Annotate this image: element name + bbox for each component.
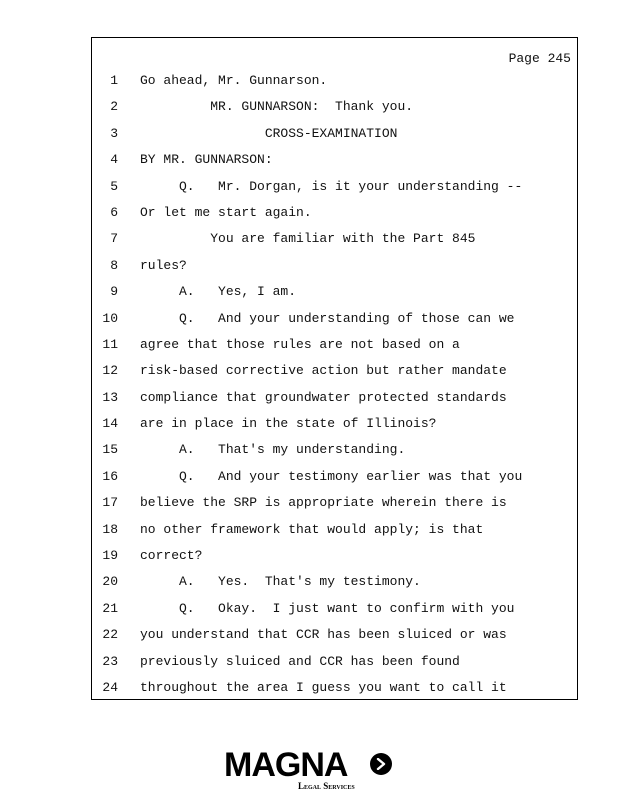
transcript-line: [92, 332, 577, 358]
line-number: 15: [102, 442, 118, 458]
page-number: Page 245: [508, 51, 571, 66]
line-text: are in place in the state of Illinois?: [140, 416, 437, 432]
line-number: 12: [102, 363, 118, 379]
line-number: 19: [102, 548, 118, 564]
line-text: Q. Okay. I just want to confirm with you: [140, 600, 515, 616]
transcript-line: [92, 94, 577, 120]
line-number: 2: [110, 99, 118, 115]
line-text: A. Yes, I am.: [140, 284, 297, 300]
transcript-line: [92, 147, 577, 173]
line-number: 21: [102, 600, 118, 616]
line-text: Q. And your testimony earlier was that you: [140, 468, 523, 484]
transcript-line: [92, 411, 577, 437]
line-text: Q. And your understanding of those can we: [140, 310, 515, 326]
line-number: 8: [110, 257, 118, 273]
line-text: throughout the area I guess you want to call it: [140, 679, 507, 695]
line-text: previously sluiced and CCR has been found: [140, 653, 460, 669]
transcript-line: [92, 464, 577, 490]
line-text: Or let me start again.: [140, 204, 312, 220]
line-text: A. Yes. That's my testimony.: [140, 574, 421, 590]
transcript-line: [92, 279, 577, 305]
line-text: correct?: [140, 548, 203, 564]
line-number: 16: [102, 468, 118, 484]
transcript-line: [92, 437, 577, 463]
transcript-lines: [92, 68, 577, 701]
transcript-line: [92, 649, 577, 675]
transcript-line: [92, 517, 577, 543]
transcript-line: [92, 543, 577, 569]
transcript-line: [92, 490, 577, 516]
line-text: risk-based corrective action but rather mandate: [140, 363, 507, 379]
line-text: You are familiar with the Part 845: [140, 231, 476, 247]
transcript-line: [92, 596, 577, 622]
line-number: 6: [110, 204, 118, 220]
line-text: agree that those rules are not based on a: [140, 336, 460, 352]
transcript-line: [92, 385, 577, 411]
transcript-line: [92, 569, 577, 595]
line-number: 3: [110, 125, 118, 141]
transcript-line: [92, 622, 577, 648]
line-number: 20: [102, 574, 118, 590]
transcript-line: [92, 226, 577, 252]
line-text: CROSS-EXAMINATION: [140, 125, 398, 141]
transcript-line: [92, 200, 577, 226]
line-number: 14: [102, 416, 118, 432]
line-text: no other framework that would apply; is that: [140, 521, 484, 537]
logo-wordmark: MAGNA: [224, 746, 348, 784]
line-text: Go ahead, Mr. Gunnarson.: [140, 73, 328, 88]
line-number: 11: [102, 336, 118, 352]
line-text: rules?: [140, 257, 187, 273]
line-text: you understand that CCR has been sluiced or was: [140, 627, 507, 643]
line-text: compliance that groundwater protected standards: [140, 389, 507, 405]
line-number: 22: [102, 627, 118, 643]
line-number: 23: [102, 653, 118, 669]
line-number: 7: [110, 231, 118, 247]
line-number: 24: [102, 679, 118, 695]
transcript-line: [92, 253, 577, 279]
logo-subtitle: Legal Services: [298, 781, 355, 791]
line-number: 10: [102, 310, 118, 326]
transcript-line: [92, 358, 577, 384]
transcript-line: [92, 675, 577, 701]
magna-logo: [224, 747, 394, 793]
arrow-right-circle-icon: [370, 753, 392, 775]
line-text: believe the SRP is appropriate wherein there is: [140, 495, 507, 511]
line-number: 18: [102, 521, 118, 537]
line-text: A. That's my understanding.: [140, 442, 406, 458]
line-number: 4: [110, 152, 118, 168]
line-text: MR. GUNNARSON: Thank you.: [140, 99, 414, 115]
transcript-line: [92, 306, 577, 332]
line-number: 5: [110, 178, 118, 194]
line-number: 1: [110, 73, 118, 88]
transcript-line: [92, 174, 577, 200]
line-text: Q. Mr. Dorgan, is it your understanding --: [140, 178, 523, 194]
line-number: 9: [110, 284, 118, 300]
transcript-line: [92, 68, 577, 94]
line-text: BY MR. GUNNARSON:: [140, 152, 273, 168]
transcript-frame: [91, 37, 578, 700]
transcript-line: [92, 121, 577, 147]
line-number: 13: [102, 389, 118, 405]
line-number: 17: [102, 495, 118, 511]
